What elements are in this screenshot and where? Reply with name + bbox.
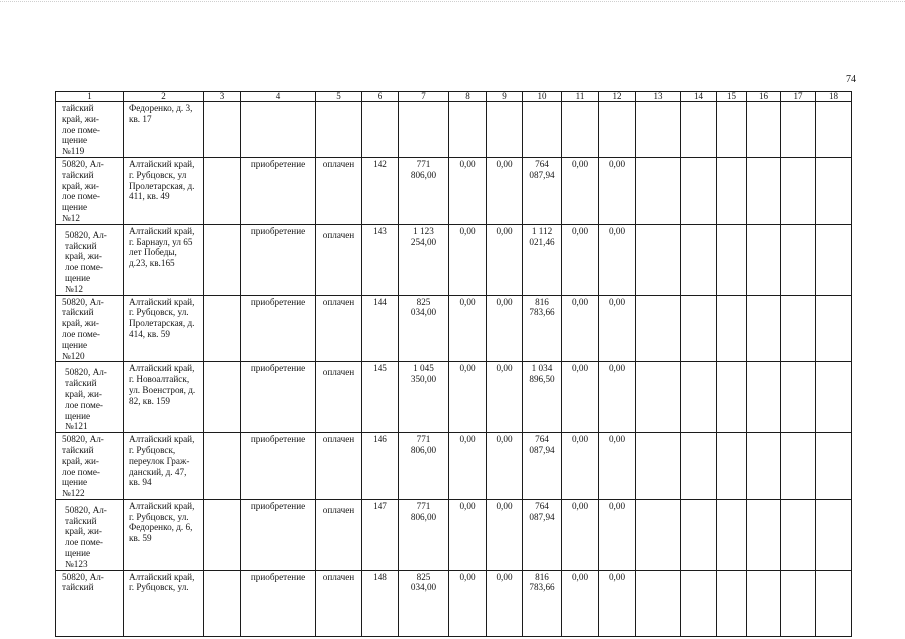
cell-col-8: 0,00 <box>449 157 487 224</box>
cell-col-10: 764 087,94 <box>523 499 562 570</box>
cell-col-14 <box>681 433 717 500</box>
cell-col-18 <box>816 295 852 362</box>
cell-col-7: 1 123 254,00 <box>399 224 449 295</box>
cell-col-9: 0,00 <box>487 362 523 433</box>
cell-col-1: 50820, Ал- тайский край, жи- лое поме- щение №121 <box>56 362 124 433</box>
cell-col-1: тайский край, жи- лое поме- щение №119 <box>56 102 124 158</box>
cell-col-13 <box>636 224 681 295</box>
cell-col-17 <box>781 499 816 570</box>
cell-col-11 <box>562 102 599 158</box>
cell-col-11: 0,00 <box>562 362 599 433</box>
cell-col-1: 50820, Ал- тайский край, жи- лое поме- щение №122 <box>56 433 124 500</box>
scan-edge <box>0 1 905 2</box>
cell-col-1: 50820, Ал- тайский край, жи- лое поме- щение №12 <box>56 224 124 295</box>
header-col-5: 5 <box>316 92 362 102</box>
cell-col-11: 0,00 <box>562 570 599 636</box>
cell-col-7: 771 806,00 <box>399 433 449 500</box>
cell-col-9: 0,00 <box>487 224 523 295</box>
cell-col-13 <box>636 295 681 362</box>
cell-col-2: Алтайский край, г. Рубцовск, ул. Пролетарская, д. 414, кв. 59 <box>124 295 204 362</box>
cell-col-9: 0,00 <box>487 499 523 570</box>
header-col-13: 13 <box>636 92 681 102</box>
table-row <box>56 102 852 158</box>
header-col-10: 10 <box>523 92 562 102</box>
cell-col-16 <box>747 295 781 362</box>
cell-col-15 <box>717 157 747 224</box>
cell-col-5: оплачен <box>316 433 362 500</box>
cell-col-3 <box>204 362 241 433</box>
cell-col-10: 1 034 896,50 <box>523 362 562 433</box>
cell-col-7 <box>399 102 449 158</box>
cell-col-6: 143 <box>362 224 399 295</box>
cell-col-1: 50820, Ал- тайский край, жи- лое поме- щение №12 <box>56 157 124 224</box>
cell-col-12: 0,00 <box>599 433 636 500</box>
cell-col-16 <box>747 570 781 636</box>
cell-col-13 <box>636 157 681 224</box>
cell-col-8 <box>449 102 487 158</box>
cell-col-12: 0,00 <box>599 157 636 224</box>
table-row <box>56 157 852 224</box>
cell-col-14 <box>681 224 717 295</box>
cell-col-3 <box>204 157 241 224</box>
cell-col-2: Алтайский край, г. Рубцовск, ул Пролетарская, д. 411, кв. 49 <box>124 157 204 224</box>
cell-col-10: 764 087,94 <box>523 433 562 500</box>
cell-col-9: 0,00 <box>487 433 523 500</box>
cell-col-8: 0,00 <box>449 224 487 295</box>
header-col-2: 2 <box>124 92 204 102</box>
cell-col-7: 771 806,00 <box>399 499 449 570</box>
cell-col-10: 816 783,66 <box>523 570 562 636</box>
header-col-7: 7 <box>399 92 449 102</box>
header-col-18: 18 <box>816 92 852 102</box>
cell-col-10: 816 783,66 <box>523 295 562 362</box>
cell-col-14 <box>681 295 717 362</box>
cell-col-7: 1 045 350,00 <box>399 362 449 433</box>
cell-col-13 <box>636 499 681 570</box>
cell-col-9: 0,00 <box>487 570 523 636</box>
cell-col-2: Алтайский край, г. Рубцовск, ул. <box>124 570 204 636</box>
cell-col-9: 0,00 <box>487 157 523 224</box>
cell-col-3 <box>204 102 241 158</box>
cell-col-2: Алтайский край, г. Рубцовск, переулок Граж- данский, д. 47, кв. 94 <box>124 433 204 500</box>
cell-col-1: 50820, Ал- тайский <box>56 570 124 636</box>
cell-col-4: приобретение <box>241 362 316 433</box>
cell-col-15 <box>717 224 747 295</box>
cell-col-16 <box>747 157 781 224</box>
header-col-12: 12 <box>599 92 636 102</box>
cell-col-17 <box>781 157 816 224</box>
cell-col-15 <box>717 295 747 362</box>
cell-col-6: 146 <box>362 433 399 500</box>
cell-col-2: Алтайский край, г. Новоалтайск, ул. Военстроя, д. 82, кв. 159 <box>124 362 204 433</box>
cell-col-17 <box>781 295 816 362</box>
cell-col-13 <box>636 433 681 500</box>
cell-col-2: Алтайский край, г. Барнаул, ул 65 лет Победы, д.23, кв.165 <box>124 224 204 295</box>
cell-col-18 <box>816 499 852 570</box>
cell-col-15 <box>717 570 747 636</box>
table-row <box>56 499 852 570</box>
page-number: 74 <box>846 74 856 85</box>
cell-col-6: 145 <box>362 362 399 433</box>
cell-col-4 <box>241 102 316 158</box>
header-col-15: 15 <box>717 92 747 102</box>
cell-col-8: 0,00 <box>449 295 487 362</box>
cell-col-15 <box>717 499 747 570</box>
table-row <box>56 362 852 433</box>
cell-col-12: 0,00 <box>599 224 636 295</box>
cell-col-3 <box>204 433 241 500</box>
cell-col-11: 0,00 <box>562 433 599 500</box>
cell-col-4: приобретение <box>241 433 316 500</box>
cell-col-16 <box>747 362 781 433</box>
cell-col-8: 0,00 <box>449 433 487 500</box>
cell-col-17 <box>781 362 816 433</box>
cell-col-14 <box>681 102 717 158</box>
cell-col-7: 825 034,00 <box>399 570 449 636</box>
header-col-17: 17 <box>781 92 816 102</box>
cell-col-18 <box>816 362 852 433</box>
header-col-14: 14 <box>681 92 717 102</box>
cell-col-10: 1 112 021,46 <box>523 224 562 295</box>
cell-col-12: 0,00 <box>599 570 636 636</box>
cell-col-4: приобретение <box>241 570 316 636</box>
cell-col-3 <box>204 570 241 636</box>
header-col-3: 3 <box>204 92 241 102</box>
cell-col-4: приобретение <box>241 499 316 570</box>
cell-col-7: 825 034,00 <box>399 295 449 362</box>
cell-col-18 <box>816 157 852 224</box>
cell-col-15 <box>717 102 747 158</box>
cell-col-6: 148 <box>362 570 399 636</box>
cell-col-10 <box>523 102 562 158</box>
cell-col-16 <box>747 499 781 570</box>
cell-col-3 <box>204 295 241 362</box>
cell-col-11: 0,00 <box>562 157 599 224</box>
cell-col-14 <box>681 499 717 570</box>
cell-col-12 <box>599 102 636 158</box>
table-row <box>56 570 852 636</box>
cell-col-8: 0,00 <box>449 570 487 636</box>
header-col-11: 11 <box>562 92 599 102</box>
cell-col-18 <box>816 570 852 636</box>
cell-col-11: 0,00 <box>562 499 599 570</box>
cell-col-12: 0,00 <box>599 362 636 433</box>
cell-col-9 <box>487 102 523 158</box>
cell-col-13 <box>636 362 681 433</box>
cell-col-12: 0,00 <box>599 295 636 362</box>
cell-col-6: 147 <box>362 499 399 570</box>
cell-col-15 <box>717 362 747 433</box>
cell-col-10: 764 087,94 <box>523 157 562 224</box>
cell-col-1: 50820, Ал- тайский край, жи- лое поме- щение №123 <box>56 499 124 570</box>
cell-col-11: 0,00 <box>562 295 599 362</box>
cell-col-5: оплачен <box>316 570 362 636</box>
cell-col-3 <box>204 224 241 295</box>
cell-col-5: оплачен <box>316 362 362 433</box>
header-col-1: 1 <box>56 92 124 102</box>
cell-col-9: 0,00 <box>487 295 523 362</box>
cell-col-4: приобретение <box>241 157 316 224</box>
header-row <box>56 92 852 102</box>
cell-col-6: 144 <box>362 295 399 362</box>
cell-col-8: 0,00 <box>449 499 487 570</box>
cell-col-5: оплачен <box>316 295 362 362</box>
cell-col-16 <box>747 102 781 158</box>
header-col-6: 6 <box>362 92 399 102</box>
cell-col-14 <box>681 362 717 433</box>
header-col-16: 16 <box>747 92 781 102</box>
cell-col-5: оплачен <box>316 157 362 224</box>
cell-col-18 <box>816 102 852 158</box>
cell-col-12: 0,00 <box>599 499 636 570</box>
cell-col-15 <box>717 433 747 500</box>
table-row <box>56 295 852 362</box>
cell-col-5: оплачен <box>316 224 362 295</box>
cell-col-14 <box>681 570 717 636</box>
cell-col-6 <box>362 102 399 158</box>
data-table <box>55 91 852 637</box>
cell-col-6: 142 <box>362 157 399 224</box>
cell-col-17 <box>781 102 816 158</box>
cell-col-2: Федоренко, д. 3, кв. 17 <box>124 102 204 158</box>
register-table <box>55 91 853 593</box>
cell-col-3 <box>204 499 241 570</box>
cell-col-18 <box>816 224 852 295</box>
cell-col-16 <box>747 224 781 295</box>
cell-col-13 <box>636 570 681 636</box>
cell-col-5: оплачен <box>316 499 362 570</box>
cell-col-7: 771 806,00 <box>399 157 449 224</box>
cell-col-1: 50820, Ал- тайский край, жи- лое поме- щение №120 <box>56 295 124 362</box>
table-row <box>56 433 852 500</box>
cell-col-4: приобретение <box>241 224 316 295</box>
cell-col-14 <box>681 157 717 224</box>
cell-col-4: приобретение <box>241 295 316 362</box>
cell-col-17 <box>781 224 816 295</box>
cell-col-13 <box>636 102 681 158</box>
cell-col-17 <box>781 570 816 636</box>
cell-col-8: 0,00 <box>449 362 487 433</box>
table-row <box>56 224 852 295</box>
cell-col-17 <box>781 433 816 500</box>
cell-col-11: 0,00 <box>562 224 599 295</box>
header-col-8: 8 <box>449 92 487 102</box>
cell-col-2: Алтайский край, г. Рубцовск, ул. Федоренко, д. 6, кв. 59 <box>124 499 204 570</box>
header-col-4: 4 <box>241 92 316 102</box>
cell-col-16 <box>747 433 781 500</box>
cell-col-5 <box>316 102 362 158</box>
header-col-9: 9 <box>487 92 523 102</box>
cell-col-18 <box>816 433 852 500</box>
